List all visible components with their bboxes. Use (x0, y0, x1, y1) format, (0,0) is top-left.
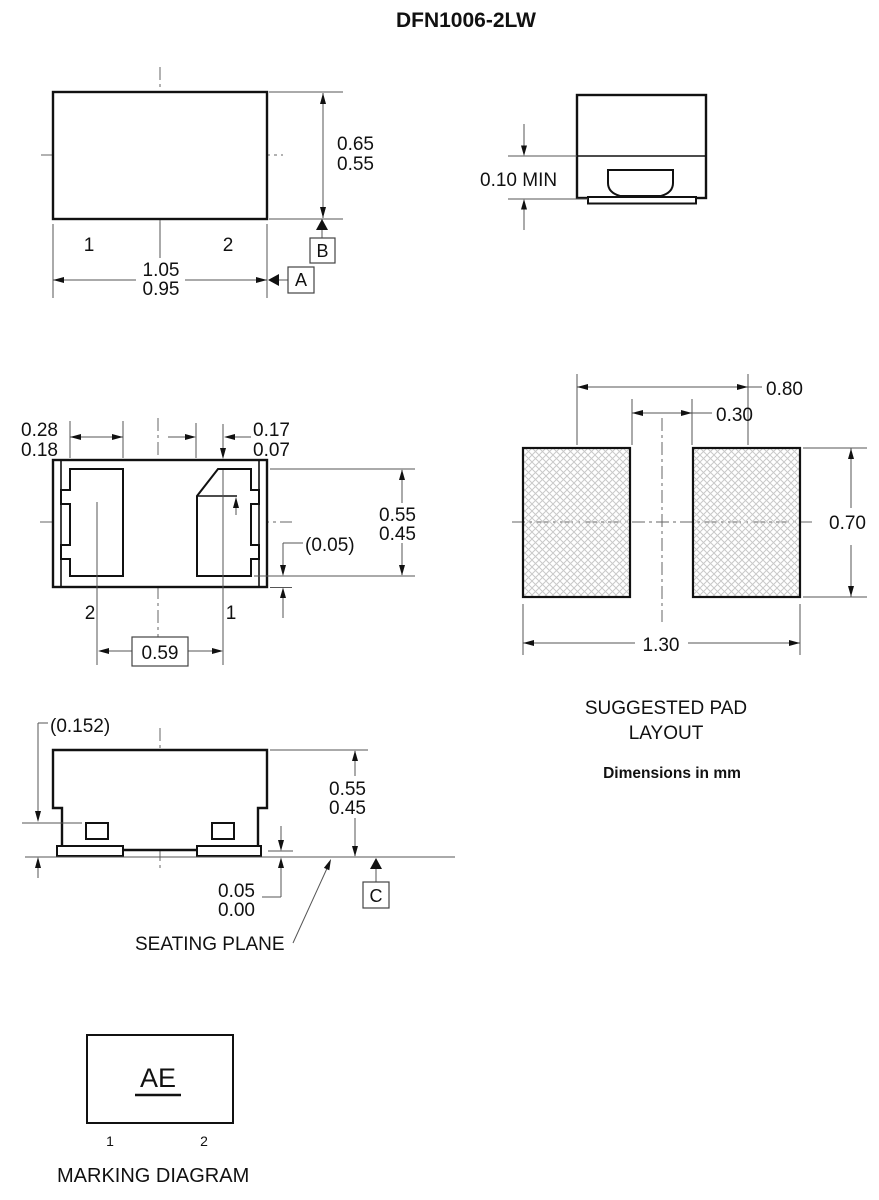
arrowhead-left (224, 434, 235, 440)
dim-terminal-length-ref: (0.152) (50, 716, 111, 737)
dim-total-width: 1.30 (642, 635, 680, 656)
dim-pad-length-max: 0.55 (379, 505, 416, 526)
arrowhead-right (185, 434, 196, 440)
dim-width-min: 0.95 (142, 279, 180, 300)
top-view (41, 67, 374, 300)
arrowhead-left (523, 640, 534, 646)
arrowhead-up (521, 199, 527, 210)
pad-layout-caption-line2: LAYOUT (628, 723, 704, 744)
arrowhead-right (256, 277, 267, 283)
pad-2-outline (61, 469, 123, 576)
arrowhead-up-right (324, 859, 331, 870)
arrowhead-up (280, 588, 286, 599)
pin-2-label: 2 (222, 235, 234, 256)
pad-layout (512, 374, 874, 782)
datum-a-label: A (294, 270, 308, 290)
arrowhead-right (212, 648, 223, 654)
arrowhead-left (98, 648, 109, 654)
terminal-window-left (86, 823, 108, 839)
datum-c-triangle (370, 858, 382, 869)
dim-height-min: 0.55 (337, 154, 374, 175)
datum-c-label: C (369, 886, 383, 906)
marking-pin-2: 2 (200, 1133, 208, 1149)
dim-pad-center-span: 0.80 (766, 379, 803, 400)
arrowhead-down (35, 811, 41, 822)
dim-pad-height: 0.70 (829, 513, 866, 534)
page-title: DFN1006-2LW (395, 9, 537, 32)
arrowhead-up (320, 93, 326, 104)
pin-1-label: 1 (83, 235, 95, 256)
arrowhead-down (320, 207, 326, 218)
terminal-bottom-left (57, 846, 123, 856)
front-view (22, 716, 455, 955)
datum-b-label: B (316, 241, 329, 261)
pin-1-label: 1 (225, 603, 237, 624)
arrowhead-down (280, 565, 286, 576)
marking-diagram (57, 1035, 249, 1187)
marking-code: AE (139, 1063, 177, 1093)
terminal-window-right (212, 823, 234, 839)
arrowhead-down (220, 448, 226, 459)
arrowhead-left (53, 277, 64, 283)
dim-standoff-min: 0.00 (218, 900, 255, 921)
arrowhead-up (35, 857, 41, 868)
land-pad-right (693, 448, 800, 597)
datum-a-triangle (268, 274, 279, 286)
pad-1-outline (197, 469, 259, 576)
arrowhead-left (70, 434, 81, 440)
arrowhead-right (112, 434, 123, 440)
arrowhead-down (521, 146, 527, 157)
arrowhead-up (352, 751, 358, 762)
arrowhead-left (632, 410, 643, 416)
marking-caption: MARKING DIAGRAM (57, 1165, 250, 1187)
dim-pad-width-min: 0.18 (21, 440, 58, 461)
arrowhead-down (848, 586, 854, 597)
dim-height-min: 0.45 (329, 798, 366, 819)
arrowhead-right (737, 384, 748, 390)
dim-edge-clearance: (0.05) (305, 535, 355, 556)
dim-flank-height: 0.10 MIN (480, 170, 558, 191)
dim-corner-min: 0.07 (253, 440, 290, 461)
dim-standoff-max: 0.05 (218, 881, 255, 902)
arrowhead-up (399, 470, 405, 481)
leadframe-bottom-strip (588, 197, 696, 204)
seating-plane-leader (293, 864, 329, 943)
dim-pad-length-min: 0.45 (379, 524, 416, 545)
terminal-cross-section (608, 170, 673, 196)
dim-height-max: 0.55 (329, 779, 366, 800)
seating-plane-label: SEATING PLANE (135, 934, 285, 955)
land-pad-left (523, 448, 630, 597)
marking-pin-1: 1 (106, 1133, 114, 1149)
dim-width-max: 1.05 (142, 260, 180, 281)
bottom-view (21, 418, 427, 666)
dim-height-max: 0.65 (337, 134, 374, 155)
pin-2-label: 2 (84, 603, 96, 624)
pad-layout-caption-line1: SUGGESTED PAD (584, 698, 748, 719)
dim-pad-width-max: 0.28 (21, 420, 58, 441)
arrowhead-down (278, 840, 284, 851)
datum-b-triangle (316, 219, 328, 230)
arrowhead-down (399, 565, 405, 576)
arrowhead-right (681, 410, 692, 416)
dim-pad-pitch: 0.59 (141, 643, 179, 664)
arrowhead-up (278, 858, 284, 869)
arrowhead-right (789, 640, 800, 646)
units-note: Dimensions in mm (603, 765, 741, 782)
arrowhead-up (848, 449, 854, 460)
dim-corner-max: 0.17 (253, 420, 290, 441)
terminal-bottom-right (197, 846, 261, 856)
dim-pad-gap: 0.30 (716, 405, 753, 426)
package-body-outline (53, 92, 267, 219)
arrowhead-left (577, 384, 588, 390)
arrowhead-down (352, 846, 358, 857)
side-view (480, 95, 706, 230)
